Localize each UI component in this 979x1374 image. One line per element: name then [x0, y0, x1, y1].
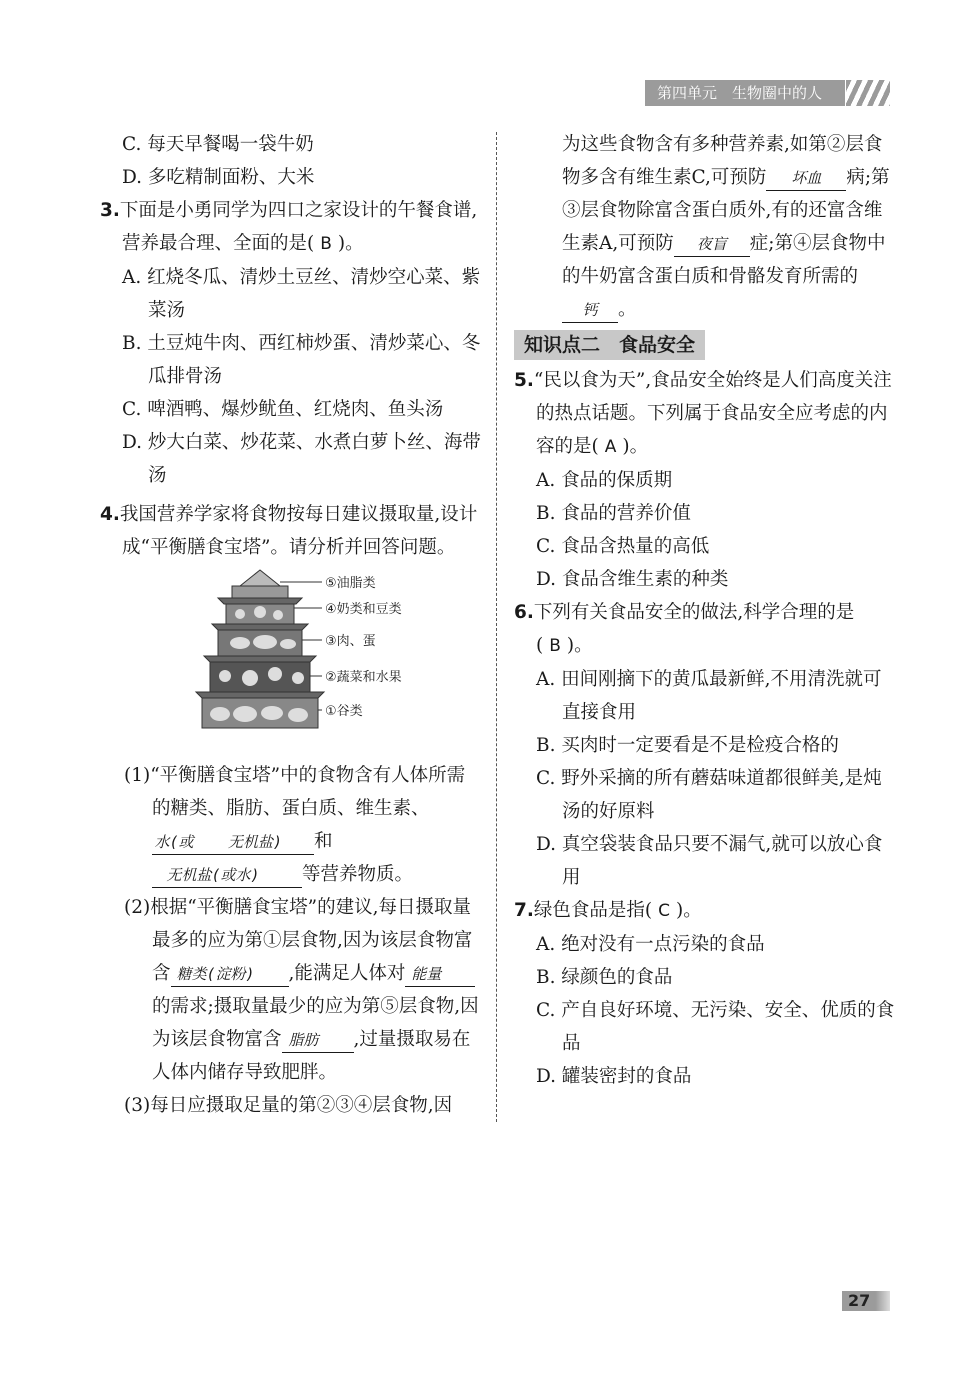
q4-sub-3-continued: 为这些食物含有多种营养素,如第②层食物多含有维生素C,可预防 坏血 病;第③层食物除富含蛋白质外,有的还富含维生素A,可预防 夜盲 症;第④层食物中的牛奶富含蛋白质和骨骼发育所需的钙 。	[514, 128, 896, 326]
q6-option-c: C. 野外采摘的所有蘑菇味道都很鲜美,是炖汤的好原料	[536, 768, 882, 822]
pyramid-label-3: ③肉、蛋	[325, 634, 376, 649]
q5-option-a: A. 食品的保质期	[536, 470, 673, 491]
section-heading: 知识点二 食品安全	[514, 330, 705, 360]
option-d-prev: D. 多吃精制面粉、大米	[122, 167, 315, 188]
option-c-prev: C. 每天早餐喝一袋牛奶	[122, 134, 314, 155]
food-pyramid-figure	[100, 568, 482, 753]
fill-blank: 水(或	[152, 830, 224, 855]
pyramid-label-1: ①谷类	[325, 704, 363, 719]
q6-option-a: A. 田间刚摘下的黄瓜最新鲜,不用清洗就可直接食用	[536, 669, 882, 723]
question-3: 3.下面是小勇同学为四口之家设计的午餐食谱,营养最合理、全面的是( B )。	[100, 200, 478, 254]
q3-option-a: A. 红烧冬瓜、清炒土豆丝、清炒空心菜、紫菜汤	[122, 267, 481, 321]
q7-option-a: A. 绝对没有一点污染的食品	[536, 934, 765, 955]
fill-blank: 钙	[562, 298, 618, 323]
q7-option-b: B. 绿颜色的食品	[536, 967, 673, 988]
question-5: 5.“民以食为天”,食品安全始终是人们高度关注的热点话题。下列属于食品安全应考虑的内容的是( A )。	[514, 370, 892, 457]
q4-sub-1: (1)“平衡膳食宝塔”中的食物含有人体所需的糖类、脂肪、蛋白质、维生素、水(或 无机盐) 和无机盐(或水) 等营养物质。	[100, 759, 482, 891]
unit-header	[645, 80, 845, 106]
q5-option-c: C. 食品含热量的高低	[536, 536, 710, 557]
q7-option-c: C. 产自良好环境、无污染、安全、优质的食品	[536, 1000, 895, 1054]
answer-q7: C	[658, 901, 670, 921]
q5-option-b: B. 食品的营养价值	[536, 503, 691, 524]
q6-option-b: B. 买肉时一定要看是不是检疫合格的	[536, 735, 839, 756]
fill-blank: 坏血	[766, 166, 846, 191]
answer-q5: A	[604, 437, 617, 457]
pyramid-label-4: ④奶类和豆类	[325, 602, 402, 617]
column-divider	[496, 132, 497, 1122]
pyramid-label-5: ⑤油脂类	[325, 576, 376, 591]
q5-option-d: D. 食品含维生素的种类	[536, 569, 729, 590]
header-stripes-decoration	[846, 80, 890, 106]
right-column	[514, 128, 896, 1093]
fill-blank: 能量	[405, 962, 475, 987]
answer-q6: B	[549, 636, 561, 656]
fill-blank: 夜盲	[674, 232, 750, 257]
fill-blank: 无机盐(或水)	[152, 863, 302, 888]
q6-option-d: D. 真空袋装食品只要不漏气,就可以放心食用	[536, 834, 883, 888]
unit-title: 第四单元 生物圈中的人	[657, 84, 823, 102]
answer-q3: B	[320, 234, 332, 254]
fill-blank: 脂肪	[282, 1028, 354, 1053]
fill-blank: 糖类(淀粉)	[171, 962, 289, 987]
page-number: 27	[842, 1291, 890, 1311]
left-column	[100, 128, 482, 1122]
question-6: 6.下列有关食品安全的做法,科学合理的是( B )。	[514, 602, 855, 656]
question-number: 3.	[100, 200, 120, 221]
q4-sub-3: (3)每日应摄取足量的第②③④层食物,因	[124, 1095, 453, 1116]
pyramid-label-2: ②蔬菜和水果	[325, 670, 402, 685]
q7-option-d: D. 罐装密封的食品	[536, 1066, 692, 1087]
q3-option-c: C. 啤酒鸭、爆炒鱿鱼、红烧肉、鱼头汤	[122, 399, 444, 420]
food-pyramid-diagram	[100, 568, 482, 753]
q3-option-b: B. 土豆炖牛肉、西红柿炒蛋、清炒菜心、冬瓜排骨汤	[122, 333, 481, 387]
q4-sub-2: (2)根据“平衡膳食宝塔”的建议,每日摄取量最多的应为第①层食物,因为该层食物富含 糖类(淀粉) ,能满足人体对 能量的需求;摄取量最少的应为第⑤层食物,因为该层食物富含 脂肪 ,过量摄取易在人体内储存导致肥胖。	[124, 897, 479, 1083]
q3-option-d: D. 炒大白菜、炒花菜、水煮白萝卜丝、海带汤	[122, 432, 481, 486]
fill-blank: 无机盐)	[224, 830, 314, 855]
question-4: 4.我国营养学家将食物按每日建议摄取量,设计成“平衡膳食宝塔”。请分析并回答问题。	[100, 504, 478, 558]
question-7: 7.绿色食品是指( C )。	[514, 900, 702, 921]
